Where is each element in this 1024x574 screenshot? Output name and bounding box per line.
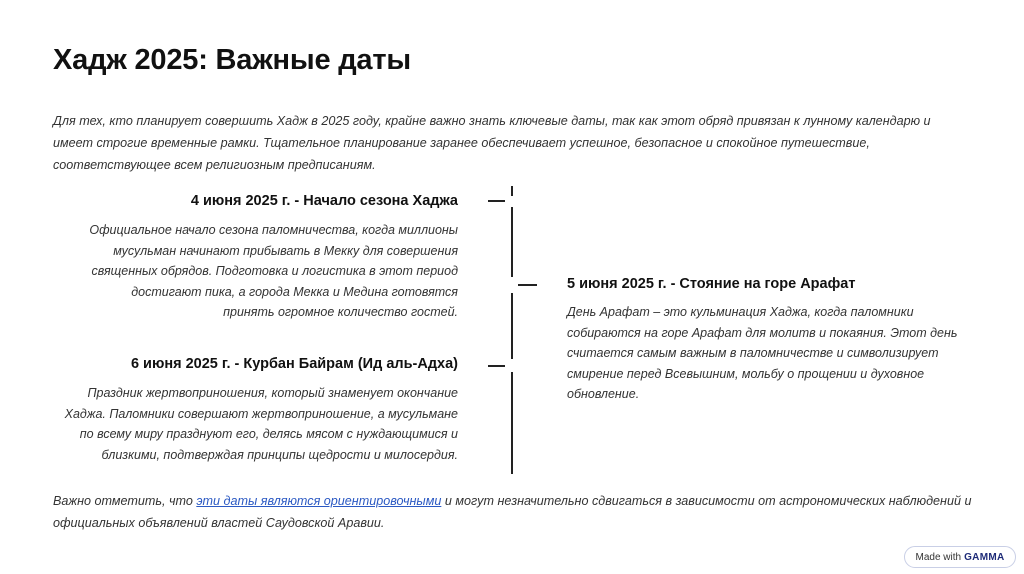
note-prefix: Важно отметить, что (53, 494, 197, 508)
gamma-logo: GAMMA (964, 551, 1005, 563)
timeline-entry-2-title: 5 июня 2025 г. - Стояние на горе Арафат (567, 276, 856, 292)
timeline-segment-3 (511, 293, 513, 359)
made-with-gamma-badge[interactable] (904, 546, 1016, 568)
timeline-connector-1 (488, 200, 505, 202)
timeline-connector-2 (518, 284, 537, 286)
timeline-entry-3-text: Праздник жертвоприношения, который знаменует окончание Хаджа. Паломники совершают жертвоприношение, а мусульмане по всему миру празднуют его, делясь мясом с нуждающимися и близкими, подтверждая принципы щедрости и милосердия. (64, 386, 458, 462)
timeline-entry-2-text: День Арафат – это кульминация Хаджа, когда паломники собираются на горе Арафат для молитв и покаяния. Этот день считается самым важным в паломничестве и символизирует смирение перед Всевышним, мольбу о прощении и духовное обновление. (567, 305, 958, 401)
timeline-entry-1-title: 4 июня 2025 г. - Начало сезона Хаджа (190, 193, 458, 209)
page-title: Хадж 2025: Важные даты (53, 44, 411, 76)
note-suffix: и могут незначительно сдвигаться в зависимости от астрономических наблюдений и официальных объявлений властей Саудовской Аравии. (53, 494, 972, 530)
timeline-entry-3-title: 6 июня 2025 г. - Курбан Байрам (Ид аль-Адха) (130, 356, 458, 372)
timeline-segment-4 (511, 372, 513, 474)
timeline-segment-1 (511, 186, 513, 196)
timeline-entry-1-text: Официальное начало сезона паломничества, когда миллионы мусульман начинают прибывать в Мекку для совершения священных обрядов. Подготовка и логистика в этот период достигают пика, а города Мекка и Медина готовятся принять огромное количество гостей. (89, 223, 458, 319)
timeline-segment-2 (511, 207, 513, 277)
intro-paragraph: Для тех, кто планирует совершить Хадж в 2025 году, крайне важно знать ключевые даты, так как этот обряд привязан к лунному календарю и имеет строгие временные рамки. Тщательное планирование заранее обеспечивает успешное, безопасное и спокойное путешествие, соответствующее всем религиозным предписаниям. (53, 114, 931, 172)
badge-prefix: Made with (915, 551, 962, 563)
timeline-connector-3 (488, 365, 505, 367)
note-link[interactable]: эти даты являются ориентировочными (196, 494, 442, 508)
note-paragraph (53, 490, 973, 534)
